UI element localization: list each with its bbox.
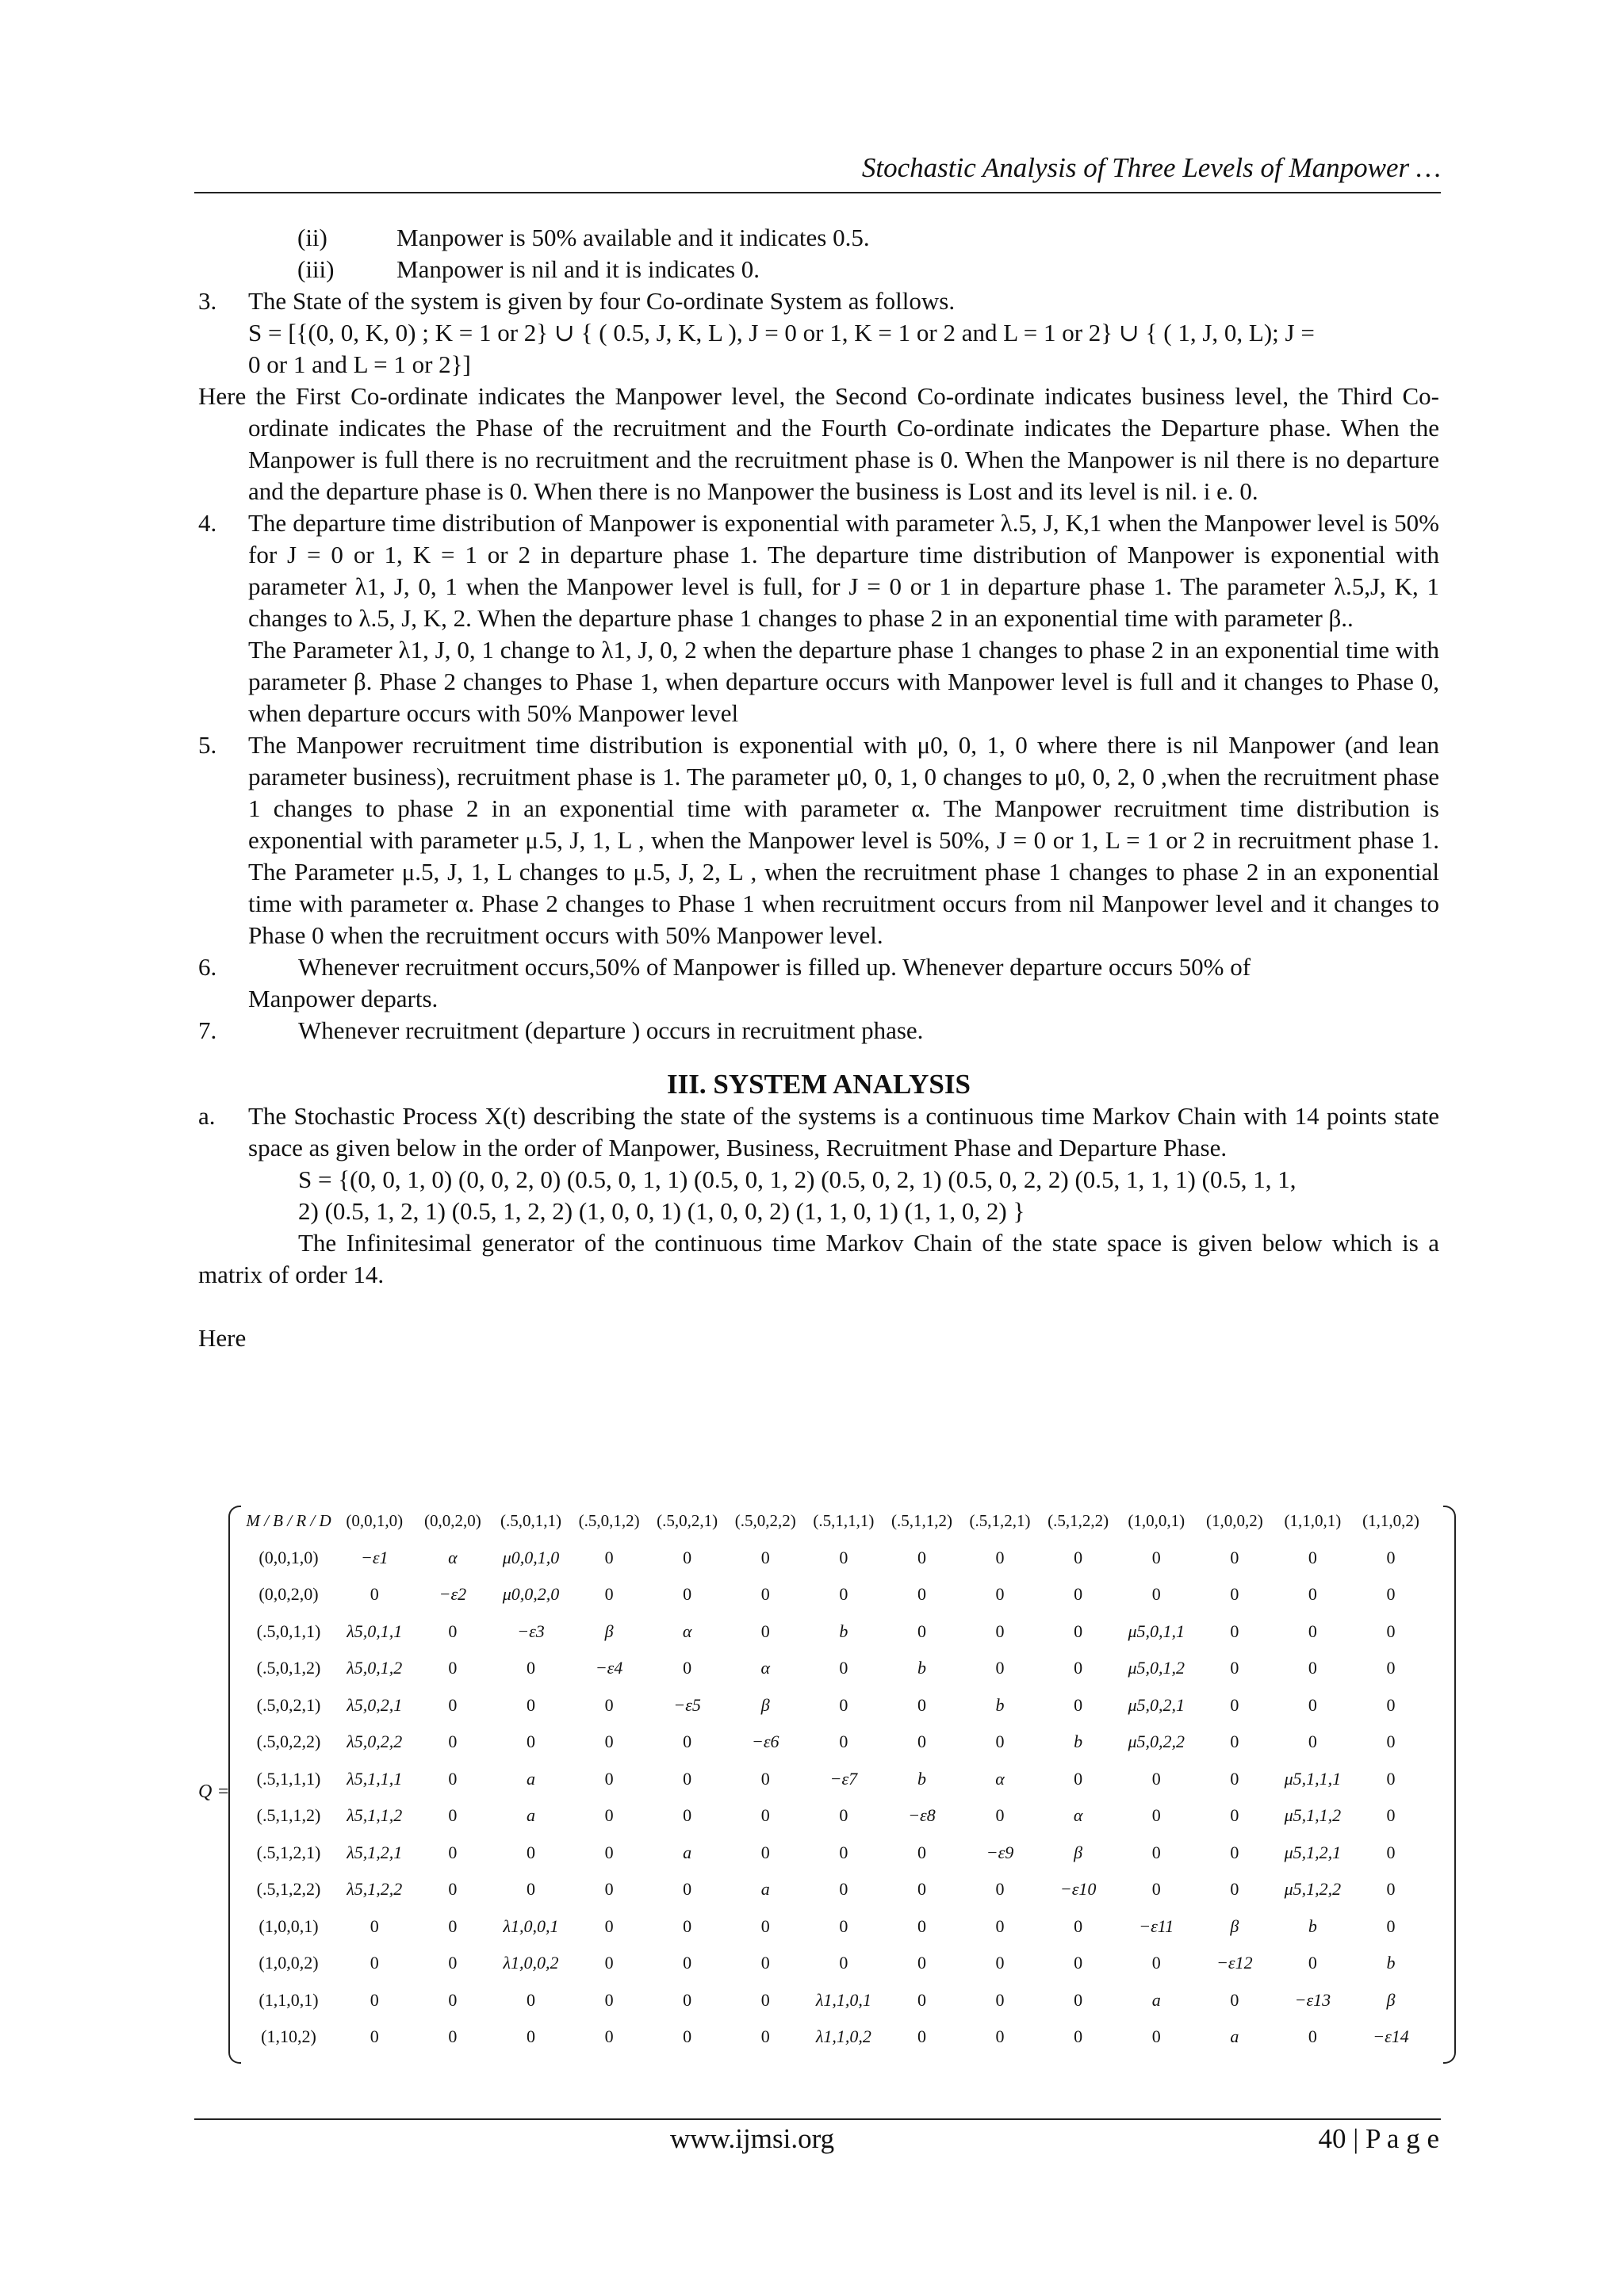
matrix-cell: 0 [1230, 1805, 1239, 1826]
matrix-cell: 0 [448, 2026, 458, 2047]
matrix-cell: α [995, 1768, 1005, 1789]
matrix-cell: λ1,1,0,2 [815, 2026, 871, 2047]
list-item-number: 4. [198, 509, 217, 537]
matrix-cell: 0 [839, 1805, 848, 1826]
matrix-cell: 0 [995, 1915, 1005, 1936]
matrix-cell: 0 [448, 1953, 458, 1973]
matrix-cell: 0 [448, 1768, 458, 1789]
matrix-row [242, 1761, 1430, 1798]
matrix-column-header: (1,0,0,1) [1128, 1511, 1185, 1531]
matrix-cell: 0 [1386, 1768, 1396, 1789]
sub-item-number: (iii) [297, 255, 335, 283]
matrix-column-header: (.5,1,2,1) [969, 1511, 1031, 1531]
matrix-cell: 0 [839, 1547, 848, 1567]
matrix-column-header: (0,0,1,0) [346, 1511, 404, 1531]
footer-url[interactable]: www.ijmsi.org [670, 2123, 835, 2154]
matrix-cell: 0 [448, 1805, 458, 1826]
matrix-cell: β [1074, 1842, 1083, 1862]
matrix-cell: 0 [448, 1879, 458, 1900]
matrix-cell: 0 [1074, 1658, 1083, 1678]
matrix-cell: 0 [1151, 1768, 1161, 1789]
matrix-cell: μ5,0,1,1 [1128, 1621, 1185, 1641]
matrix-cell: 0 [1074, 1989, 1083, 2010]
list-item-number: 7. [198, 1016, 217, 1044]
matrix-cell: a [1230, 2026, 1239, 2047]
matrix-cell: −ε5 [673, 1694, 701, 1715]
footer-rule [194, 2118, 1441, 2120]
matrix-cell: 0 [604, 1768, 614, 1789]
matrix-cell: −ε9 [986, 1842, 1014, 1862]
matrix-cell: −ε1 [361, 1547, 389, 1567]
list-item-text: The Parameter λ1, J, 0, 1 change to λ1, J, 0, 2 when the departure phase 1 changes to phase 2 in an exponential time with parameter β. Phase 2 changes to Phase 1, when departure occurs with Manpower level is full and it changes to Phase 0, when departure occurs with 50% Manpower level [248, 636, 1439, 727]
matrix-cell: 0 [448, 1694, 458, 1715]
list-item-number: a. [198, 1102, 216, 1130]
matrix-cell: 0 [370, 1989, 379, 2010]
matrix-cell: −ε8 [908, 1805, 936, 1826]
matrix-cell: 0 [683, 1768, 692, 1789]
matrix-cell: 0 [1151, 2026, 1161, 2047]
matrix-row-header: (.5,0,2,2) [256, 1732, 321, 1752]
matrix-cell: 0 [1386, 1584, 1396, 1605]
matrix-cell: 0 [1074, 1621, 1083, 1641]
matrix-cell: λ1,0,0,2 [503, 1953, 559, 1973]
matrix-cell: 0 [448, 1842, 458, 1862]
matrix-cell: 0 [839, 1584, 848, 1605]
matrix-cell: 0 [917, 1915, 926, 1936]
matrix-cell: 0 [760, 1805, 770, 1826]
matrix-cell: 0 [1386, 1694, 1396, 1715]
matrix-cell: 0 [1074, 1915, 1083, 1936]
matrix-cell: b [1074, 1732, 1083, 1752]
matrix-cell: b [995, 1694, 1005, 1715]
matrix-cell: 0 [1074, 2026, 1083, 2047]
matrix-cell: 0 [995, 2026, 1005, 2047]
matrix-column-header: (.5,0,2,2) [734, 1511, 796, 1531]
matrix-cell: 0 [1074, 1768, 1083, 1789]
matrix-cell: μ0,0,2,0 [502, 1584, 560, 1605]
matrix-cell: λ5,0,2,2 [347, 1732, 403, 1752]
matrix-cell: 0 [604, 1805, 614, 1826]
matrix-cell: α [1073, 1805, 1083, 1826]
state-space-line: S = {(0, 0, 1, 0) (0, 0, 2, 0) (0.5, 0, 1, 1) (0.5, 0, 1, 2) (0.5, 0, 2, 1) (0.5, 0, 2, 2) (0.5, 1, 1, 1) (0.5, 1, 1, [298, 1165, 1297, 1193]
sub-item-number: (ii) [297, 224, 327, 251]
matrix-cell: λ1,0,0,1 [503, 1915, 559, 1936]
right-paren [1443, 1506, 1456, 2064]
matrix-cell: −ε14 [1373, 2026, 1409, 2047]
matrix-cell: λ5,1,2,1 [347, 1842, 403, 1862]
matrix-cell: 0 [839, 1915, 848, 1936]
matrix-cell: −ε6 [752, 1732, 779, 1752]
matrix-cell: 0 [839, 1879, 848, 1900]
matrix-row [242, 1945, 1430, 1982]
matrix-cell: 0 [760, 2026, 770, 2047]
matrix-cell: 0 [683, 1805, 692, 1826]
matrix-cell: 0 [370, 1915, 379, 1936]
matrix-cell: λ5,0,1,2 [347, 1658, 403, 1678]
matrix-cell: 0 [917, 1989, 926, 2010]
matrix-cell: 0 [995, 1584, 1005, 1605]
matrix-cell: a [526, 1805, 535, 1826]
matrix-cell: 0 [1151, 1584, 1161, 1605]
matrix-cell: 0 [526, 2026, 535, 2047]
matrix-cell: β [1386, 1989, 1396, 2010]
matrix-cell: 0 [448, 1989, 458, 2010]
matrix-cell: 0 [370, 1584, 379, 1605]
matrix-cell: 0 [1151, 1842, 1161, 1862]
matrix-cell: 0 [839, 1694, 848, 1715]
matrix-cell: 0 [760, 1584, 770, 1605]
matrix-cell: 0 [995, 1547, 1005, 1567]
matrix-cell: 0 [760, 1989, 770, 2010]
matrix-row [242, 1908, 1430, 1946]
matrix-cell: 0 [1230, 1658, 1239, 1678]
matrix-row [242, 2019, 1430, 2056]
matrix-cell: 0 [1386, 1621, 1396, 1641]
matrix-cell: μ5,1,1,1 [1284, 1768, 1342, 1789]
matrix-cell: 0 [1230, 1584, 1239, 1605]
matrix-row-header: (0,0,2,0) [259, 1584, 319, 1605]
matrix-cell: 0 [683, 1989, 692, 2010]
matrix-cell: λ1,1,0,1 [815, 1989, 871, 2010]
matrix-row [242, 1687, 1430, 1724]
matrix-cell: 0 [839, 1953, 848, 1973]
page-body [198, 222, 1439, 1354]
matrix-cell: 0 [995, 1658, 1005, 1678]
matrix-cell: 0 [1386, 1879, 1396, 1900]
sub-item-text: Manpower is 50% available and it indicates 0.5. [396, 224, 870, 251]
matrix-cell: 0 [683, 1879, 692, 1900]
sub-item [198, 222, 1439, 254]
matrix-cell: 0 [604, 1953, 614, 1973]
matrix-cell: 0 [917, 1842, 926, 1862]
matrix-cell: 0 [1151, 1879, 1161, 1900]
matrix-cell: 0 [1230, 1547, 1239, 1567]
matrix-cell: a [683, 1842, 692, 1862]
matrix-column-header: (.5,1,1,1) [813, 1511, 875, 1531]
matrix-row [242, 1613, 1430, 1651]
matrix-cell: 0 [917, 1879, 926, 1900]
matrix-cell: 0 [1074, 1694, 1083, 1715]
matrix-cell: 0 [1308, 1732, 1317, 1752]
matrix-cell: 0 [370, 2026, 379, 2047]
matrix-row-header: (1,0,0,1) [259, 1915, 319, 1936]
matrix-row [242, 1650, 1430, 1687]
matrix-cell: μ5,1,2,1 [1284, 1842, 1342, 1862]
matrix-column-header: (0,0,2,0) [424, 1511, 481, 1531]
matrix-cell: 0 [683, 1547, 692, 1567]
matrix-cell: 0 [995, 1879, 1005, 1900]
matrix-row-header: (1,10,2) [261, 2026, 316, 2047]
matrix-label: Q = [198, 1781, 230, 1802]
matrix-cell: 0 [604, 1547, 614, 1567]
matrix-cell: 0 [1074, 1953, 1083, 1973]
matrix-cell: μ5,1,1,2 [1284, 1805, 1342, 1826]
matrix-row [242, 1797, 1430, 1835]
matrix-row-header: (1,1,0,1) [259, 1989, 319, 2010]
matrix-cell: 0 [995, 1732, 1005, 1752]
matrix-cell: 0 [1308, 1584, 1317, 1605]
list-item-4 [198, 507, 1439, 729]
matrix-column-header: (.5,0,2,1) [657, 1511, 718, 1531]
section-item-a [198, 1100, 1439, 1227]
matrix-cell: 0 [526, 1732, 535, 1752]
matrix-cell: 0 [683, 2026, 692, 2047]
list-item-text: The State of the system is given by four Co-ordinate System as follows. [248, 287, 956, 315]
here-paragraph: Here the First Co-ordinate indicates the Manpower level, the Second Co-ordinate indicates business level, the Third Co-ordinate indicates the Phase of the recruitment and the Fourth Co-ordinate indicates the Departure phase. When the Manpower is full there is no recruitment and the recruitment phase is 0. When the Manpower is nil there is no departure and the departure phase is 0. When there is no Manpower the business is Lost and its level is nil. i e. 0. [198, 382, 1439, 505]
matrix-cell: 0 [1308, 1694, 1317, 1715]
matrix-cell: 0 [760, 1621, 770, 1641]
matrix-cell: 0 [604, 1879, 614, 1900]
matrix-cell: 0 [448, 1915, 458, 1936]
matrix-row [242, 1576, 1430, 1613]
list-item-6 [198, 951, 1439, 1015]
matrix-cell: 0 [1386, 1547, 1396, 1567]
matrix-cell: μ5,0,2,2 [1128, 1732, 1185, 1752]
list-item-text: The Manpower recruitment time distribution is exponential with μ0, 0, 1, 0 where there is nil Manpower (and lean parameter business), recruitment phase is 1. The parameter μ0, 0, 1, 0 changes to μ0, 0, 2, 0 ,when the recruitment phase 1 changes to phase 2 in an exponential time with parameter α. The Manpower recruitment time distribution is exponential with parameter μ.5, J, 1, L , when the Manpower level is 50%, J = 0 or 1, L = 1 or 2 in recruitment phase 1. The Parameter μ.5, J, 1, L changes to μ.5, J, 2, L , when the recruitment phase 1 changes to phase 2 in an exponential time with parameter α. Phase 2 changes to Phase 1 when recruitment occurs from nil Manpower level and it changes to Phase 0 when the recruitment occurs with 50% Manpower level. [248, 731, 1439, 949]
here-label: Here [198, 1324, 247, 1352]
list-item-7 [198, 1015, 1439, 1047]
matrix-cell: λ5,1,1,2 [347, 1805, 403, 1826]
matrix-row-header: (.5,0,2,1) [256, 1694, 321, 1715]
matrix-cell: 0 [1308, 2026, 1317, 2047]
matrix-header-row [242, 1502, 1430, 1540]
matrix-cell: 0 [760, 1953, 770, 1973]
list-item-number: 5. [198, 731, 217, 759]
matrix-cell: 0 [995, 1953, 1005, 1973]
generator-matrix [198, 1502, 1459, 2073]
matrix-cell: 0 [526, 1694, 535, 1715]
matrix-cell: 0 [917, 1694, 926, 1715]
matrix-row [242, 1540, 1430, 1577]
matrix-cell: a [760, 1879, 770, 1900]
matrix-cell: 0 [526, 1658, 535, 1678]
matrix-cell: 0 [1386, 1732, 1396, 1752]
matrix-cell: 0 [995, 1989, 1005, 2010]
matrix-cell: λ5,0,2,1 [347, 1694, 403, 1715]
matrix-column-header: (1,1,0,2) [1362, 1511, 1419, 1531]
matrix-cell: 0 [995, 1621, 1005, 1641]
matrix-cell: 0 [839, 1732, 848, 1752]
matrix-row-header: (0,0,1,0) [259, 1547, 319, 1567]
matrix-cell: 0 [1386, 1915, 1396, 1936]
matrix-cell: −ε4 [595, 1658, 623, 1678]
matrix-row-header: (.5,0,1,2) [256, 1658, 321, 1678]
matrix-cell: −ε13 [1294, 1989, 1331, 2010]
matrix-row-header: (.5,1,1,1) [256, 1768, 321, 1789]
list-item-number: 3. [198, 287, 217, 315]
section-heading: III. SYSTEM ANALYSIS [667, 1069, 971, 1100]
list-item-text: Whenever recruitment (departure ) occurs in recruitment phase. [298, 1016, 924, 1044]
matrix-row-header: (.5,1,2,2) [256, 1879, 321, 1900]
matrix-column-header: (.5,1,2,2) [1048, 1511, 1109, 1531]
state-set-line: 0 or 1 and L = 1 or 2}] [248, 350, 471, 378]
matrix-cell: −ε12 [1216, 1953, 1253, 1973]
matrix-cell: −ε7 [829, 1768, 858, 1789]
matrix-cell: 0 [839, 1658, 848, 1678]
matrix-cell: 0 [760, 1842, 770, 1862]
matrix-cell: 0 [526, 1989, 535, 2010]
list-item-text: Whenever recruitment occurs,50% of Manpower is filled up. Whenever departure occurs 50% of [298, 953, 1251, 981]
matrix-cell: b [1386, 1953, 1396, 1973]
matrix-cell: λ5,1,2,2 [347, 1879, 403, 1900]
state-space-line: 2) (0.5, 1, 2, 1) (0.5, 1, 2, 2) (1, 0, 0, 1) (1, 0, 0, 2) (1, 1, 0, 1) (1, 1, 0, 2) } [298, 1197, 1025, 1225]
matrix-cell: 0 [995, 1805, 1005, 1826]
list-item-text: The departure time distribution of Manpower is exponential with parameter λ.5, J, K,1 when the Manpower level is 50% for J = 0 or 1, K = 1 or 2 in departure phase 1. The departure time distribution of Manpower is exponential with parameter λ1, J, 0, 1 when the Manpower level is full, for J = 0 or 1 in departure phase 1. The parameter λ.5,J, K, 1 changes to λ.5, J, K, 2. When the departure phase 1 changes to phase 2 in an exponential time with parameter β.. [248, 509, 1439, 632]
list-item-number: 6. [198, 953, 217, 981]
matrix-cell: μ0,0,1,0 [502, 1547, 560, 1567]
matrix-cell: β [1230, 1915, 1239, 1936]
matrix-cell: 0 [1230, 1694, 1239, 1715]
matrix-row-header: (.5,1,2,1) [256, 1842, 321, 1862]
list-item-text: The Stochastic Process X(t) describing the state of the systems is a continuous time Markov Chain with 14 points state space as given below in the order of Manpower, Business, Recruitment Phase and Departure Phase. [248, 1102, 1439, 1161]
matrix-cell: 0 [917, 1621, 926, 1641]
matrix-cell: 0 [1230, 1842, 1239, 1862]
matrix-cell: α [760, 1658, 771, 1678]
matrix-cell: −ε2 [439, 1584, 467, 1605]
matrix-cell: 0 [917, 2026, 926, 2047]
matrix-cell: μ5,0,2,1 [1128, 1694, 1185, 1715]
matrix-cell: b [917, 1768, 926, 1789]
matrix-cell: 0 [917, 1584, 926, 1605]
matrix-cell: μ5,0,1,2 [1128, 1658, 1185, 1678]
matrix-cell: 0 [1308, 1658, 1317, 1678]
matrix-cell: b [839, 1621, 848, 1641]
matrix-cell: −ε10 [1059, 1879, 1097, 1900]
matrix-cell: 0 [1074, 1547, 1083, 1567]
matrix-cell: 0 [1230, 1768, 1239, 1789]
matrix-cell: 0 [917, 1953, 926, 1973]
state-set-line: S = [{(0, 0, K, 0) ; K = 1 or 2} ∪ { ( 0.5, J, K, L ), J = 0 or 1, K = 1 or 2 and L = 1 or 2} ∪ { ( 1, J, 0, L); J = [248, 319, 1315, 346]
matrix-cell: 0 [370, 1953, 379, 1973]
matrix-cell: 0 [917, 1732, 926, 1752]
matrix-cell: 0 [526, 1842, 535, 1862]
list-item-3 [198, 285, 1439, 381]
matrix-corner-label: M / B / R / D [246, 1511, 331, 1531]
matrix-cell: b [917, 1658, 926, 1678]
matrix-cell: 0 [1151, 1805, 1161, 1826]
matrix-cell: a [1151, 1989, 1161, 2010]
matrix-cell: λ5,0,1,1 [347, 1621, 403, 1641]
matrix-cell: −ε11 [1139, 1915, 1174, 1936]
generator-paragraph: The Infinitesimal generator of the continuous time Markov Chain of the state space is given below which is a matrix of order 14. [198, 1229, 1439, 1288]
matrix-cell: 0 [683, 1732, 692, 1752]
matrix-cell: α [448, 1547, 458, 1567]
matrix-cell: 0 [448, 1658, 458, 1678]
matrix-cell: 0 [448, 1621, 458, 1641]
matrix-row [242, 1724, 1430, 1761]
matrix-row-header: (1,0,0,2) [259, 1953, 319, 1973]
header-rule [194, 192, 1441, 193]
sub-item [198, 254, 1439, 285]
matrix-cell: λ5,1,1,1 [347, 1768, 403, 1789]
matrix-cell: β [760, 1694, 770, 1715]
matrix-cell: 0 [683, 1584, 692, 1605]
matrix-cell: 0 [604, 1842, 614, 1862]
matrix-column-header: (.5,1,1,2) [891, 1511, 952, 1531]
list-item-text: Manpower departs. [248, 985, 439, 1012]
matrix-cell: β [604, 1621, 614, 1641]
matrix-cell: 0 [917, 1547, 926, 1567]
matrix-row [242, 1835, 1430, 1872]
matrix-cell: 0 [760, 1915, 770, 1936]
matrix-cell: 0 [760, 1768, 770, 1789]
matrix-cell: 0 [1151, 1547, 1161, 1567]
left-paren [228, 1506, 241, 2064]
matrix-cell: 0 [1386, 1842, 1396, 1862]
matrix-cell: 0 [1308, 1547, 1317, 1567]
matrix-column-header: (1,0,0,2) [1205, 1511, 1263, 1531]
matrix-cell: 0 [1386, 1658, 1396, 1678]
list-item-5 [198, 729, 1439, 951]
matrix-cell: 0 [683, 1953, 692, 1973]
matrix-column-header: (.5,0,1,2) [578, 1511, 640, 1531]
matrix-row-header: (.5,1,1,2) [256, 1805, 321, 1826]
matrix-cell: 0 [1230, 1732, 1239, 1752]
matrix-table [242, 1502, 1430, 2056]
matrix-cell: 0 [604, 2026, 614, 2047]
matrix-cell: 0 [604, 1915, 614, 1936]
matrix-cell: μ5,1,2,2 [1284, 1879, 1342, 1900]
sub-item-text: Manpower is nil and it is indicates 0. [396, 255, 760, 283]
matrix-cell: b [1308, 1915, 1317, 1936]
matrix-cell: 0 [683, 1915, 692, 1936]
matrix-cell: 0 [1230, 1621, 1239, 1641]
matrix-cell: 0 [1308, 1953, 1317, 1973]
matrix-cell: 0 [604, 1584, 614, 1605]
matrix-column-header: (1,1,0,1) [1284, 1511, 1342, 1531]
matrix-cell: 0 [604, 1732, 614, 1752]
matrix-cell: 0 [526, 1879, 535, 1900]
matrix-cell: −ε3 [517, 1621, 545, 1641]
matrix-cell: 0 [1074, 1584, 1083, 1605]
matrix-cell: 0 [683, 1658, 692, 1678]
matrix-row-header: (.5,0,1,1) [256, 1621, 321, 1641]
running-header: Stochastic Analysis of Three Levels of Manpower … [861, 152, 1441, 183]
matrix-cell: 0 [1230, 1879, 1239, 1900]
matrix-row [242, 1982, 1430, 2019]
matrix-cell: 0 [1151, 1953, 1161, 1973]
matrix-cell: 0 [1386, 1805, 1396, 1826]
matrix-cell: 0 [1230, 1989, 1239, 2010]
page-number: 40 | P a g e [1318, 2123, 1439, 2154]
matrix-cell: 0 [448, 1732, 458, 1752]
matrix-cell: 0 [839, 1842, 848, 1862]
matrix-cell: 0 [760, 1547, 770, 1567]
matrix-cell: 0 [1308, 1621, 1317, 1641]
matrix-column-header: (.5,0,1,1) [500, 1511, 561, 1531]
matrix-cell: α [682, 1621, 692, 1641]
matrix-cell: 0 [604, 1694, 614, 1715]
matrix-cell: 0 [604, 1989, 614, 2010]
matrix-row [242, 1871, 1430, 1908]
matrix-cell: a [526, 1768, 535, 1789]
